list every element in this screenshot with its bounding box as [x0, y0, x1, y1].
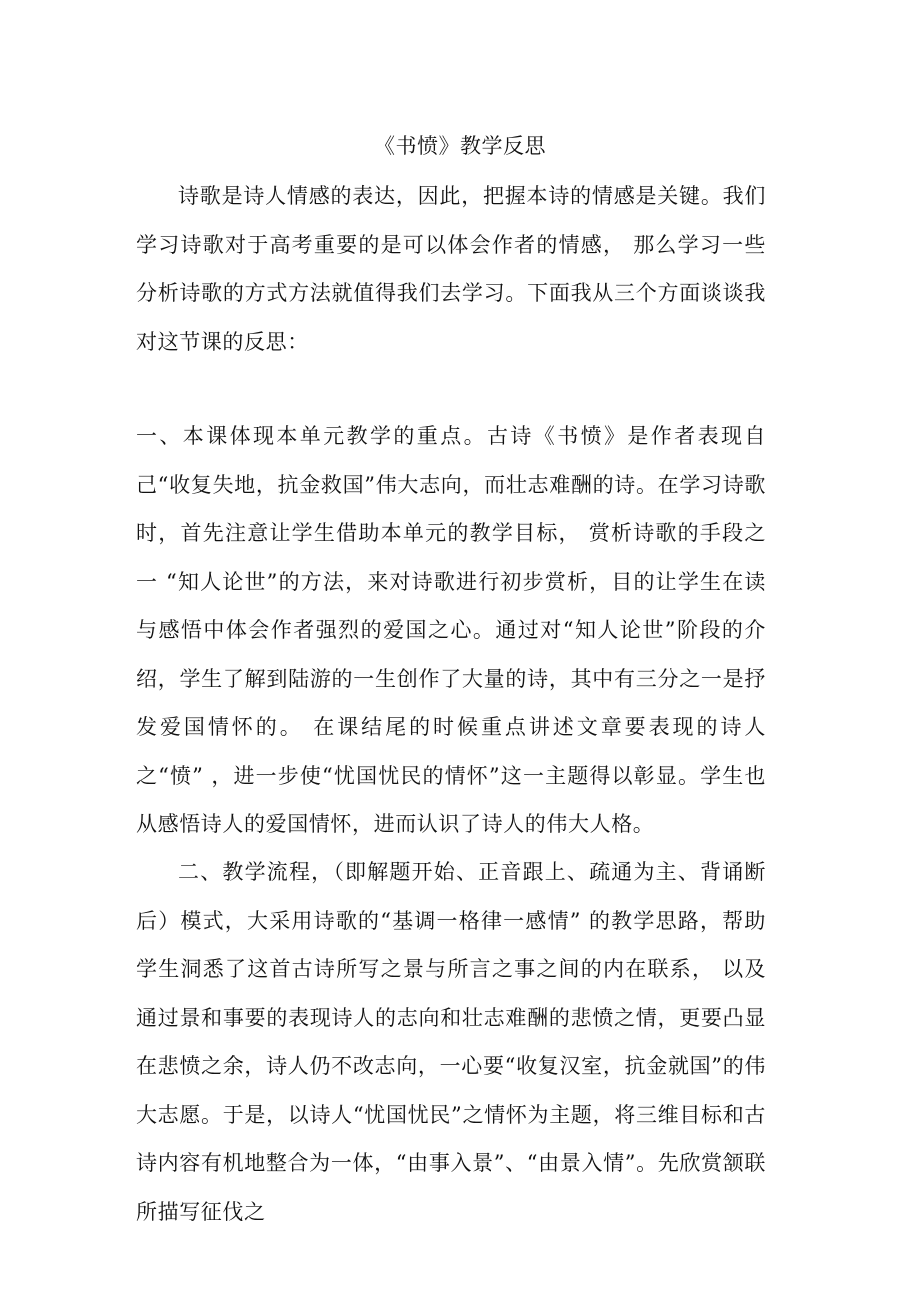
paragraph-intro: 诗歌是诗人情感的表达，因此，把握本诗的情感是关键。我们学习诗歌对于高考重要的是可以体会作者的情感， 那么学习一些分析诗歌的方式方法就值得我们去学习。下面我从三个方面谈谈我对这节课的反思： — [136, 184, 766, 354]
document-title: 《书愤》教学反思 — [374, 134, 546, 158]
paragraph-section-one: 一、本课体现本单元教学的重点。古诗《书愤》是作者表现自己“收复失地，抗金救国”伟大志向，而壮志难酬的诗。在学习诗歌时，首先注意让学生借助本单元的教学目标， 赏析诗歌的手段之一 “知人论世”的方法，来对诗歌进行初步赏析，目的让学生在读与感悟中体会作者强烈的爱国之心。通过对“知人论世”阶段的介绍，学生了解到陆游的一生创作了大量的诗，其中有三分之一是抒发爱国情怀的。 在课结尾的时候重点讲述文章要表现的诗人之“愤” ，进一步使“忧国忧民的情怀”这一主题得以彰显。学生也从感悟诗人的爱国情怀，进而认识了诗人的伟大人格。 — [136, 424, 766, 836]
paragraph-section-two: 二、教学流程，（即解题开始、正音跟上、疏通为主、背诵断后）模式，大采用诗歌的“基调一格律一感情” 的教学思路，帮助学生洞悉了这首古诗所写之景与所言之事之间的内在联系， 以及通过景和事要的表现诗人的志向和壮志难酬的悲愤之情，更要凸显在悲愤之余，诗人仍不改志向，一心要“收复汉室，抗金就国”的伟大志愿。于是，以诗人“忧国忧民”之情怀为主题，将三维目标和古诗内容有机地整合为一体，“由事入景”、“由景入情”。先欣赏颔联所描写征伐之 — [136, 860, 766, 1224]
